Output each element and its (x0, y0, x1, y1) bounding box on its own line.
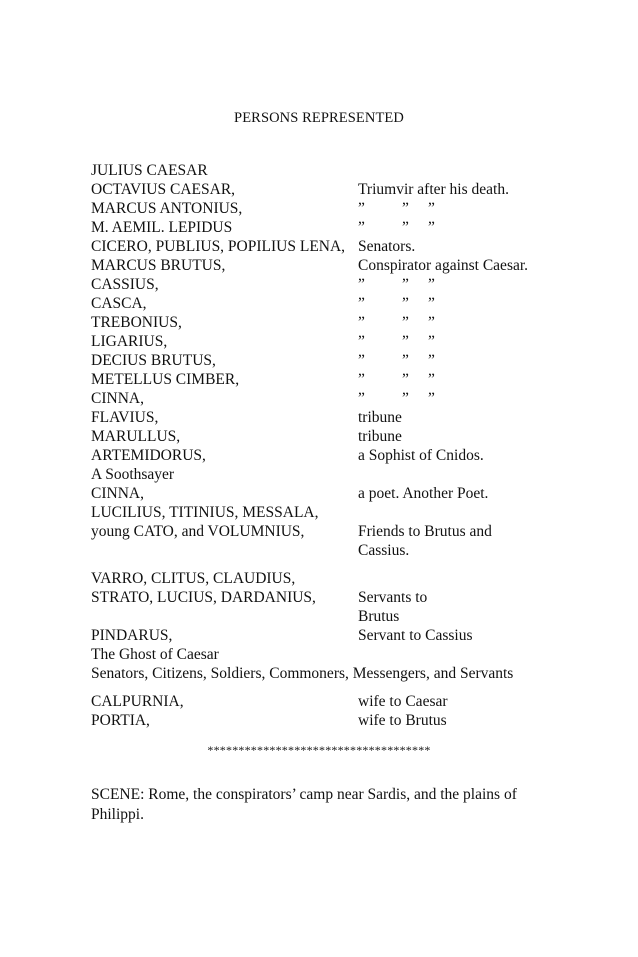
character-description: a poet. Another Poet. (358, 485, 489, 502)
ditto-mark: ” (402, 295, 409, 312)
character-description: wife to Caesar (358, 693, 448, 710)
cast-row (91, 256, 561, 275)
character-name: METELLUS CIMBER, (91, 371, 240, 388)
ditto-mark: ” (358, 295, 365, 312)
character-name: MARCUS ANTONIUS, (91, 200, 243, 217)
ditto-mark: ” (358, 371, 365, 388)
cast-row (91, 370, 561, 389)
ditto-mark: ” (358, 200, 365, 217)
ditto-mark: ” (402, 390, 409, 407)
character-name: PORTIA, (91, 712, 150, 729)
character-name: CASSIUS, (91, 276, 159, 293)
cast-row (91, 626, 561, 645)
cast-row (91, 588, 561, 607)
ditto-mark: ” (358, 314, 365, 331)
ditto-mark: ” (402, 219, 409, 236)
cast-row (91, 692, 561, 711)
character-name: The Ghost of Caesar (91, 646, 219, 663)
ditto-mark: ” (428, 352, 435, 369)
cast-row (91, 541, 561, 560)
character-name: CINNA, (91, 390, 144, 407)
cast-row (91, 446, 561, 465)
ditto-mark: ” (402, 371, 409, 388)
character-name: CASCA, (91, 295, 147, 312)
cast-row (91, 161, 561, 180)
character-description: Senators. (358, 238, 416, 255)
cast-row (91, 313, 561, 332)
character-name: young CATO, and VOLUMNIUS, (91, 523, 305, 540)
character-name: LIGARIUS, (91, 333, 168, 350)
character-name: OCTAVIUS CAESAR, (91, 181, 236, 198)
ditto-mark: ” (428, 219, 435, 236)
character-name: MARULLUS, (91, 428, 181, 445)
cast-row (91, 484, 561, 503)
character-description: wife to Brutus (358, 712, 447, 729)
character-description: Cassius. (358, 542, 410, 559)
cast-row (91, 275, 561, 294)
cast-row (91, 351, 561, 370)
ditto-mark: ” (402, 200, 409, 217)
ditto-mark: ” (402, 352, 409, 369)
ditto-mark: ” (358, 276, 365, 293)
ditto-mark: ” (358, 352, 365, 369)
spacer (91, 560, 561, 569)
ditto-mark: ” (428, 314, 435, 331)
character-name: CINNA, (91, 485, 144, 502)
character-name: VARRO, CLITUS, CLAUDIUS, (91, 570, 296, 587)
character-name: PINDARUS, (91, 627, 173, 644)
ditto-mark: ” (428, 200, 435, 217)
character-name: LUCILIUS, TITINIUS, MESSALA, (91, 504, 319, 521)
cast-row (91, 218, 561, 237)
character-description: Friends to Brutus and (358, 523, 492, 540)
cast-row (91, 180, 561, 199)
cast-row (91, 389, 561, 408)
ditto-mark: ” (358, 219, 365, 236)
cast-servants-list (91, 569, 561, 664)
ditto-mark: ” (402, 314, 409, 331)
character-name: M. AEMIL. LEPIDUS (91, 219, 233, 236)
character-name: TREBONIUS, (91, 314, 182, 331)
separator-line: ************************************ (207, 743, 431, 757)
ditto-mark: ” (428, 371, 435, 388)
character-description: Conspirator against Caesar. (358, 257, 529, 274)
cast-row (91, 607, 561, 626)
ditto-mark: ” (402, 333, 409, 350)
character-description: Servants to (358, 589, 428, 606)
character-name: CICERO, PUBLIUS, POPILIUS LENA, (91, 238, 346, 255)
character-name: STRATO, LUCIUS, DARDANIUS, (91, 589, 316, 606)
cast-row (91, 503, 561, 522)
character-description: Triumvir after his death. (358, 181, 509, 198)
scene-description: SCENE: Rome, the conspirators’ camp near Sardis, and the plains of Philippi. (91, 786, 517, 823)
ditto-mark: ” (428, 276, 435, 293)
ditto-mark: ” (428, 295, 435, 312)
ditto-mark: ” (428, 333, 435, 350)
character-name: CALPURNIA, (91, 693, 184, 710)
ditto-mark: ” (428, 390, 435, 407)
cast-row (91, 522, 561, 541)
cast-row (91, 427, 561, 446)
ditto-mark: ” (358, 333, 365, 350)
character-name: FLAVIUS, (91, 409, 159, 426)
character-description: tribune (358, 428, 402, 445)
spacer (91, 683, 561, 692)
cast-list (91, 161, 561, 730)
cast-row (91, 645, 561, 664)
cast-main-list (91, 161, 561, 560)
page-title: PERSONS REPRESENTED (234, 110, 404, 126)
character-description: Servant to Cassius (358, 627, 473, 644)
cast-women-list (91, 692, 561, 730)
cast-row (91, 569, 561, 588)
cast-row (91, 465, 561, 484)
cast-row (91, 332, 561, 351)
cast-row (91, 294, 561, 313)
cast-row (91, 408, 561, 427)
character-name: A Soothsayer (91, 466, 175, 483)
cast-row (91, 237, 561, 256)
character-name: JULIUS CAESAR (91, 162, 208, 179)
character-description: tribune (358, 409, 402, 426)
character-description: a Sophist of Cnidos. (358, 447, 484, 464)
ditto-mark: ” (358, 390, 365, 407)
character-name: MARCUS BRUTUS, (91, 257, 226, 274)
character-name: DECIUS BRUTUS, (91, 352, 216, 369)
cast-row (91, 199, 561, 218)
character-description: Brutus (358, 608, 400, 625)
crowd-line: Senators, Citizens, Soldiers, Commoners, Messengers, and Servants (91, 665, 514, 682)
character-name: ARTEMIDORUS, (91, 447, 206, 464)
cast-row (91, 711, 561, 730)
ditto-mark: ” (402, 276, 409, 293)
